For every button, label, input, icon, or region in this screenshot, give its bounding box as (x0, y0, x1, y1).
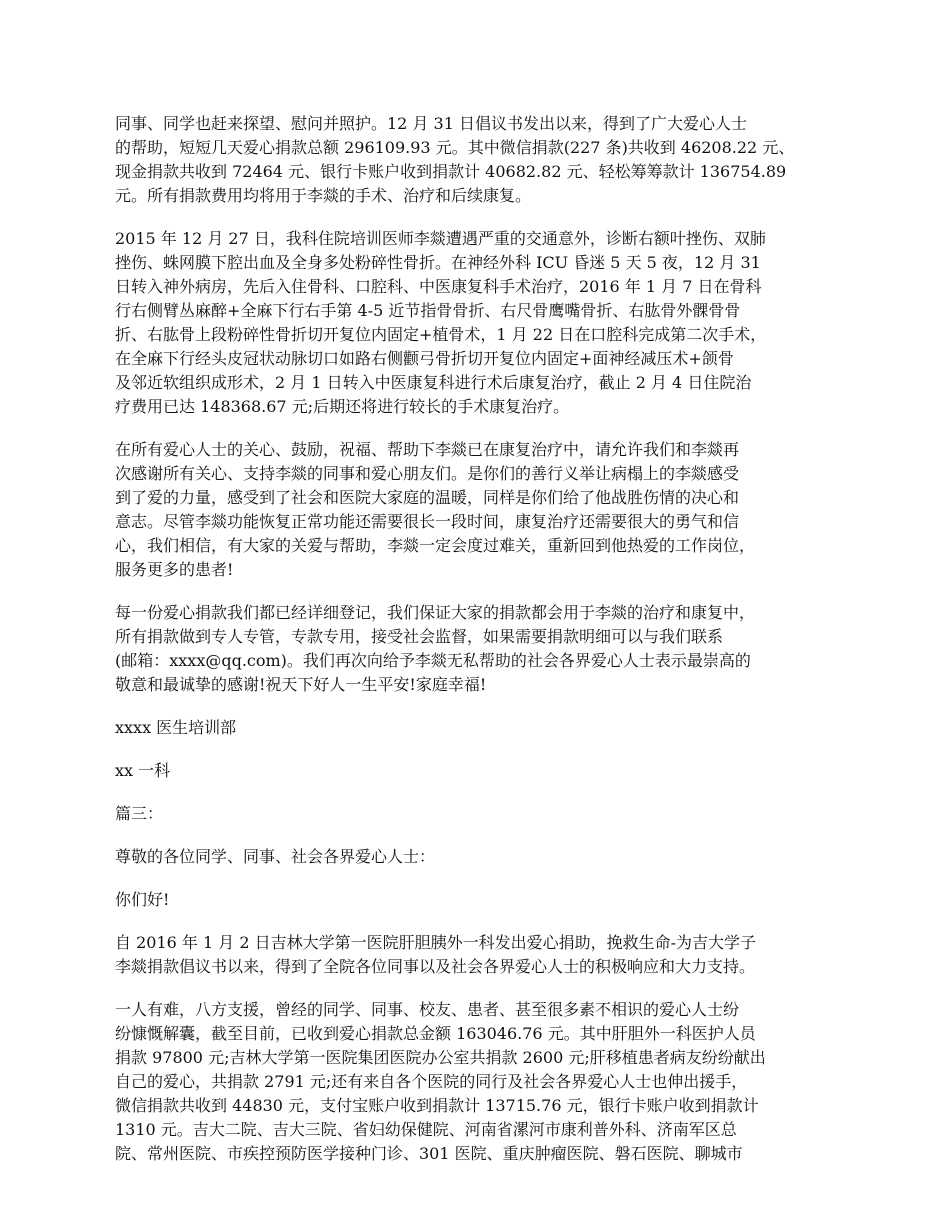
text-line: 折、右肱骨上段粉碎性骨折切开复位内固定+植骨术，1 月 22 日在口腔科完成第二次手术， (115, 325, 767, 344)
text-line: 同事、同学也赶来探望、慰问并照护。12 月 31 日倡议书发出以来，得到了广大爱心人士 (115, 114, 747, 133)
text-line: 捐款 97800 元;吉林大学第一医院集团医院办公室共捐款 2600 元;肝移植患者病友纷纷献出 (115, 1048, 766, 1067)
text-line: 在全麻下行经头皮冠状动脉切口如路右侧颧弓骨折切开复位内固定+面神经减压术+颌骨 (115, 349, 734, 368)
paragraph-donation-summary (115, 112, 855, 208)
text-line: 心，我们相信，有大家的关爱与帮助，李燚一定会度过难关，重新回到他热爱的工作岗位， (115, 536, 756, 555)
text-line: 1310 元。吉大二院、吉大三院、省妇幼保健院、河南省漯河市康利普外科、济南军区总 (115, 1120, 737, 1139)
text-line: 在所有爱心人士的关心、鼓励，祝福、帮助下李燚已在康复治疗中，请允许我们和李燚再 (115, 440, 740, 459)
text-line: 敬意和最诚挚的感谢!祝天下好人一生平安!家庭幸福! (115, 675, 487, 694)
signature-department (115, 716, 855, 740)
text-line: 你们好! (115, 890, 170, 909)
text-line: xxxx 医生培训部 (115, 718, 237, 737)
greeting (115, 888, 855, 912)
text-line: (邮箱：xxxx@qq.com)。我们再次向给予李燚无私帮助的社会各界爱心人士表示最崇高的 (115, 651, 751, 670)
text-line: 尊敬的各位同学、同事、社会各界爱心人士： (115, 847, 436, 866)
paragraph-donation-details (115, 998, 855, 1166)
text-line: 现金捐款共收到 72464 元、银行卡账户收到捐款计 40682.82 元、轻松筹筹款计 136754.89 (115, 162, 787, 181)
text-line: 行右侧臂丛麻醉+全麻下行右手第 4-5 近节指骨骨折、右尺骨鹰嘴骨折、右肱骨外髁骨骨 (115, 301, 741, 320)
text-line: 次感谢所有关心、支持李燚的同事和爱心朋友们。是你们的善行义举让病榻上的李燚感受 (115, 464, 740, 483)
text-line: 意志。尽管李燚功能恢复正常功能还需要很长一段时间，康复治疗还需要很大的勇气和信 (115, 512, 740, 531)
text-line: 日转入神外病房，先后入住骨科、口腔科、中医康复科手术治疗，2016 年 1 月 7 日在骨科 (115, 277, 762, 296)
text-line: 及邻近软组织成形术，2 月 1 日转入中医康复科进行术后康复治疗，截止 2 月 4 日住院治 (115, 373, 752, 392)
salutation (115, 845, 855, 869)
paragraph-thanks (115, 438, 855, 582)
text-line: 元。所有捐款费用均将用于李燚的手术、治疗和后续康复。 (115, 186, 532, 205)
text-line: 所有捐款做到专人专管，专款专用，接受社会监督，如果需要捐款明细可以与我们联系 (115, 627, 724, 646)
section-heading (115, 802, 855, 826)
text-line: 的帮助，短短几天爱心捐款总额 296109.93 元。其中微信捐款(227 条)共收到 46208.22 元、 (115, 138, 795, 157)
text-line: 院、常州医院、市疾控预防医学接种门诊、301 医院、重庆肿瘤医院、磐石医院、聊城市 (115, 1144, 743, 1163)
text-line: 自己的爱心，共捐款 2791 元;还有来自各个医院的同行及社会各界爱心人士也伸出援手， (115, 1072, 748, 1091)
text-line: 每一份爱心捐款我们都已经详细登记，我们保证大家的捐款都会用于李燚的治疗和康复中， (115, 603, 756, 622)
text-line: 纷慷慨解囊，截至目前，已收到爱心捐款总金额 163046.76 元。其中肝胆外一科医护人员 (115, 1024, 756, 1043)
paragraph-donation-registration (115, 601, 855, 697)
document-page (115, 112, 855, 1185)
text-line: 李燚捐款倡议书以来，得到了全院各位同事以及社会各界爱心人士的积极响应和大力支持。 (115, 957, 756, 976)
text-line: 到了爱的力量，感受到了社会和医院大家庭的温暖，同样是你们给了他战胜伤情的决心和 (115, 488, 740, 507)
text-line: 疗费用已达 148368.67 元;后期还将进行较长的手术康复治疗。 (115, 397, 570, 416)
paragraph-accident-treatment (115, 227, 855, 419)
text-line: xx 一科 (115, 761, 171, 780)
text-line: 自 2016 年 1 月 2 日吉林大学第一医院肝胆胰外一科发出爱心捐助，挽救生命-为吉大学子 (115, 933, 757, 952)
text-line: 2015 年 12 月 27 日，我科住院培训医师李燚遭遇严重的交通意外，诊断右额叶挫伤、双肺 (115, 229, 766, 248)
text-line: 篇三： (115, 804, 164, 823)
paragraph-initiative (115, 931, 855, 979)
text-line: 服务更多的患者! (115, 560, 234, 579)
text-line: 一人有难，八方支援，曾经的同学、同事、校友、患者、甚至很多素不相识的爱心人士纷 (115, 1000, 740, 1019)
signature-section (115, 759, 855, 783)
text-line: 微信捐款共收到 44830 元，支付宝账户收到捐款计 13715.76 元，银行卡账户收到捐款计 (115, 1096, 759, 1115)
text-line: 挫伤、蛛网膜下腔出血及全身多处粉碎性骨折。在神经外科 ICU 昏迷 5 天 5 夜，12 月 31 (115, 253, 761, 272)
